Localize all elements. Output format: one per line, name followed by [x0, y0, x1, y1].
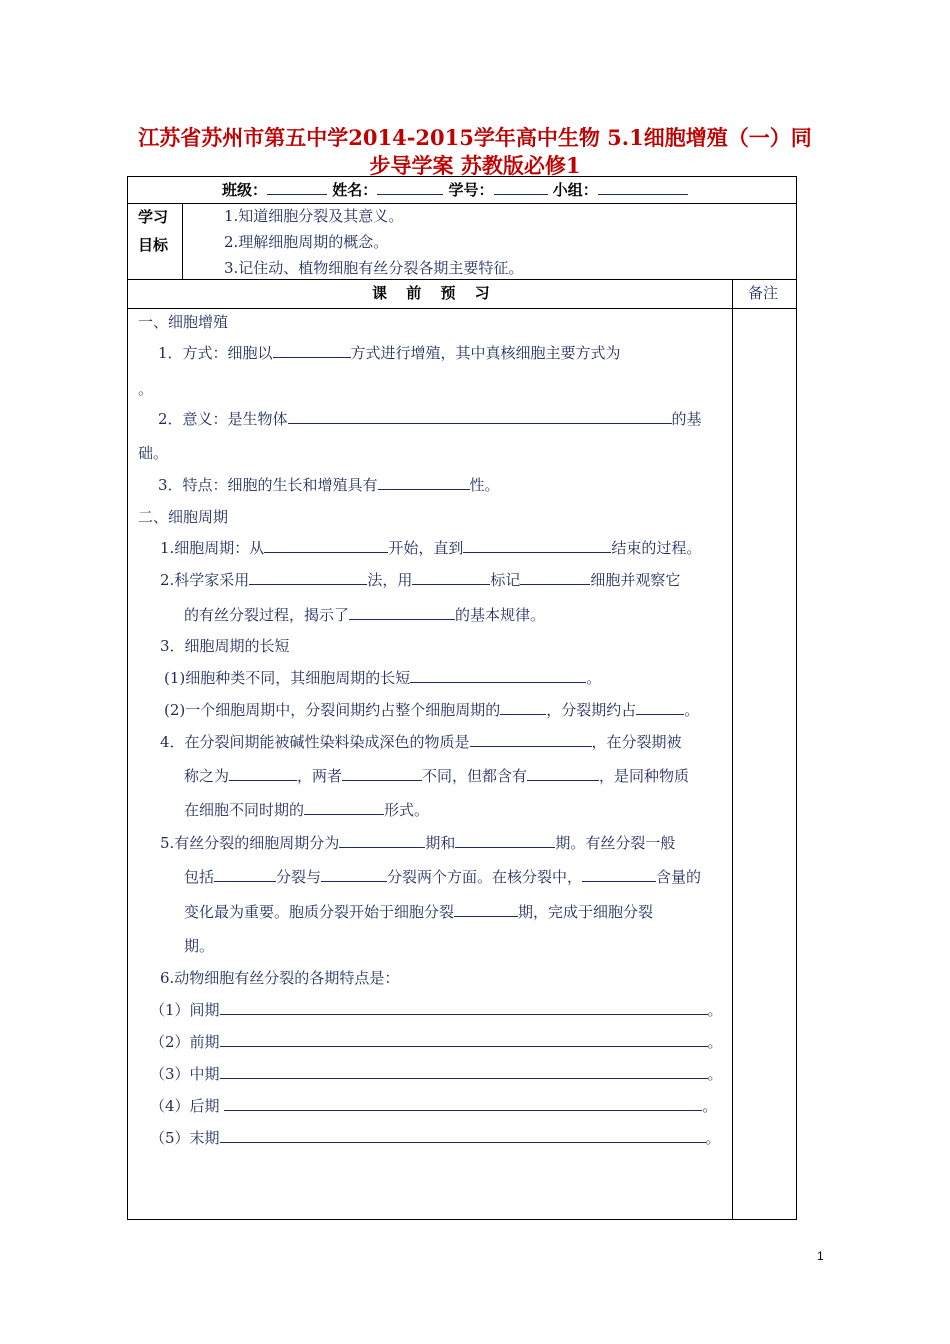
answer-blank[interactable] [342, 766, 422, 781]
question-2-3: 3．细胞周期的长短 [160, 637, 290, 655]
question-2-2: 2.科学家采用 法，用 标记 细胞并观察它 [160, 571, 681, 589]
row-divider [128, 203, 796, 204]
page-number: 1 [817, 1249, 824, 1263]
answer-blank[interactable] [636, 700, 684, 715]
name-label: 姓名： [332, 181, 378, 199]
answer-blank[interactable] [455, 833, 555, 848]
number-blank[interactable] [494, 180, 548, 195]
question-1-2-end: 础。 [138, 444, 169, 462]
goal-item: 3.记住动、植物细胞有丝分裂各期主要特征。 [224, 259, 524, 277]
document-title [118, 124, 832, 180]
row-divider [128, 308, 796, 309]
col-divider [182, 203, 183, 279]
question-2-6: 6.动物细胞有丝分裂的各期特点是： [160, 969, 400, 987]
class-blank[interactable] [267, 180, 327, 195]
question-2-4: 4．在分裂间期能被碱性染料染成深色的物质是 ，在分裂期被 [160, 733, 682, 751]
section-1-title: 一、细胞增殖 [138, 313, 229, 331]
title-line-2: 步导学案 苏教版必修1 [369, 153, 581, 178]
question-1-2: 2．意义：是生物体 的基 [158, 410, 702, 428]
answer-blank[interactable] [582, 867, 656, 882]
answer-blank[interactable] [249, 570, 367, 585]
answer-blank[interactable] [470, 732, 592, 747]
group-label: 小组： [552, 181, 598, 199]
answer-blank[interactable] [273, 343, 351, 358]
number-label: 学号： [448, 181, 494, 199]
answer-blank[interactable] [321, 867, 387, 882]
question-2-2-cont: 的有丝分裂过程，揭示了 的基本规律。 [184, 606, 546, 624]
answer-blank[interactable] [229, 766, 297, 781]
worksheet-table [127, 176, 797, 1220]
answer-blank[interactable] [220, 1064, 708, 1079]
phase-row-telophase: （5）末期 。 [150, 1129, 721, 1147]
goals-label-2: 目标 [138, 236, 169, 254]
phase-row-interphase: （1）间期 。 [150, 1001, 723, 1019]
answer-blank[interactable] [264, 538, 388, 553]
group-blank[interactable] [598, 180, 688, 195]
answer-blank[interactable] [304, 800, 384, 815]
question-2-4-cont: 称之为 ，两者 不同，但都含有 ，是同种物质 [184, 767, 690, 785]
question-2-5: 5.有丝分裂的细胞周期分为 期和 期。有丝分裂一般 [160, 834, 676, 852]
phase-row-anaphase: （4）后期 。 [150, 1097, 718, 1115]
answer-blank[interactable] [410, 668, 586, 683]
answer-blank[interactable] [463, 538, 611, 553]
goals-label-1: 学习 [138, 208, 169, 226]
question-2-4-cont2: 在细胞不同时期的 形式。 [184, 801, 430, 819]
title-line-1: 江苏省苏州市第五中学2014-2015学年高中生物 5.1细胞增殖（一）同 [138, 125, 812, 150]
col-divider [732, 279, 733, 1220]
answer-blank[interactable] [349, 605, 455, 620]
question-2-5-cont3: 期。 [184, 937, 215, 955]
answer-blank[interactable] [220, 1128, 706, 1143]
answer-blank[interactable] [378, 475, 470, 490]
class-label: 班级： [222, 181, 268, 199]
goal-item: 1.知道细胞分裂及其意义。 [224, 207, 404, 225]
phase-row-metaphase: （3）中期 。 [150, 1065, 723, 1083]
answer-blank[interactable] [454, 902, 518, 917]
answer-blank[interactable] [527, 766, 599, 781]
question-2-3-1: (1)细胞种类不同，其细胞周期的长短 。 [164, 669, 602, 687]
answer-blank[interactable] [224, 1096, 702, 1111]
answer-blank[interactable] [220, 1000, 708, 1015]
phase-row-prophase: （2）前期 。 [150, 1033, 723, 1051]
answer-blank[interactable] [500, 700, 546, 715]
question-2-5-cont2: 变化最为重要。胞质分裂开始于细胞分裂 期，完成于细胞分裂 [184, 903, 654, 921]
answer-blank[interactable] [339, 833, 425, 848]
note-column-heading: 备注 [748, 284, 779, 302]
answer-blank[interactable] [288, 409, 672, 424]
answer-blank[interactable] [520, 570, 590, 585]
question-2-1: 1.细胞周期：从 开始，直到 结束的过程。 [160, 539, 702, 557]
row-divider [128, 279, 796, 280]
question-2-5-cont: 包括 分裂与 分裂两个方面。在核分裂中， 含量的 [184, 868, 702, 886]
question-1-3: 3．特点：细胞的生长和增殖具有 性。 [158, 476, 500, 494]
question-1-1-end: 。 [138, 380, 154, 398]
question-1-1: 1．方式：细胞以 方式进行增殖，其中真核细胞主要方式为 [158, 344, 621, 362]
answer-blank[interactable] [220, 1032, 708, 1047]
student-info-row [222, 180, 688, 200]
name-blank[interactable] [377, 180, 443, 195]
goal-item: 2.理解细胞周期的概念。 [224, 233, 389, 251]
section-2-title: 二、细胞周期 [138, 508, 229, 526]
preview-heading: 课 前 预 习 [372, 284, 490, 302]
answer-blank[interactable] [412, 570, 490, 585]
question-2-3-2: (2)一个细胞周期中，分裂间期约占整个细胞周期的 ，分裂期约占 。 [164, 701, 700, 719]
answer-blank[interactable] [214, 867, 276, 882]
